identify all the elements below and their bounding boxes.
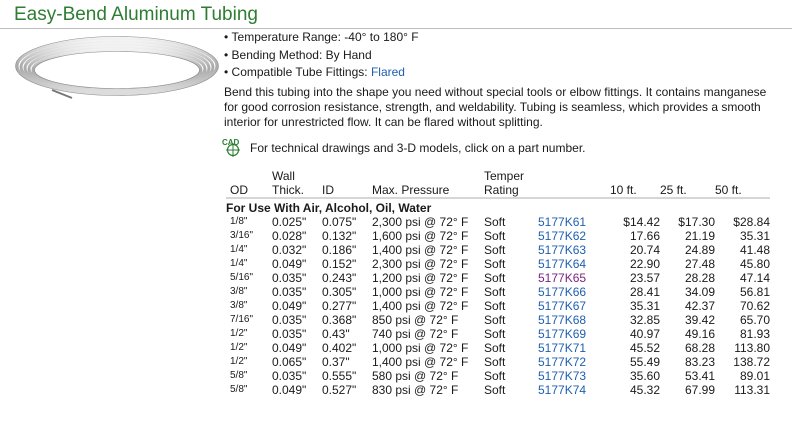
od-cell: 3/8" xyxy=(230,286,248,297)
od-cell: 1/4" xyxy=(230,258,248,269)
wall-cell: 0.035" xyxy=(272,369,307,383)
pressure-cell: 1,400 psi @ 72° F xyxy=(372,355,469,369)
price-10ft-cell: 23.57 xyxy=(629,271,660,285)
od-cell: 1/2" xyxy=(230,356,248,367)
pressure-cell: 1,200 psi @ 72° F xyxy=(372,271,469,285)
col-header-temper-l1: Temper xyxy=(484,169,525,183)
wall-cell: 0.035" xyxy=(272,271,307,285)
pressure-cell: 1,000 psi @ 72° F xyxy=(372,285,469,299)
wall-cell: 0.025" xyxy=(272,215,307,229)
table-row xyxy=(226,285,770,299)
table-row xyxy=(226,369,770,383)
temper-cell: Soft xyxy=(484,285,506,299)
group-row xyxy=(226,199,770,215)
wall-cell: 0.035" xyxy=(272,285,307,299)
temper-cell: Soft xyxy=(484,299,506,313)
od-cell: 1/2" xyxy=(230,342,248,353)
feature-temperature: • Temperature Range: -40° to 180° F xyxy=(224,29,419,47)
wall-cell: 0.049" xyxy=(272,341,307,355)
od-cell: 1/4" xyxy=(230,244,248,255)
id-cell: 0.277" xyxy=(322,299,357,313)
temper-cell: Soft xyxy=(484,257,506,271)
temper-cell: Soft xyxy=(484,215,506,229)
wall-cell: 0.049" xyxy=(272,257,307,271)
tubing-coil-image xyxy=(12,32,222,104)
feature-fittings-label: Compatible Tube Fittings: xyxy=(231,65,371,79)
price-25ft-cell: 42.37 xyxy=(684,299,715,313)
id-cell: 0.555" xyxy=(322,369,357,383)
cad-icon-label: CAD xyxy=(222,138,240,147)
id-cell: 0.402" xyxy=(322,341,357,355)
price-50ft-cell: 45.80 xyxy=(739,257,770,271)
id-cell: 0.243" xyxy=(322,271,357,285)
id-cell: 0.305" xyxy=(322,285,357,299)
temper-cell: Soft xyxy=(484,341,506,355)
price-25ft-cell: 27.48 xyxy=(684,257,715,271)
part-number-link[interactable]: 5177K66 xyxy=(538,285,587,299)
feature-bending: • Bending Method: By Hand xyxy=(224,47,419,65)
part-number-link[interactable]: 5177K71 xyxy=(538,341,587,355)
part-number-link[interactable]: 5177K62 xyxy=(538,229,587,243)
price-10ft-cell: 32.85 xyxy=(629,313,660,327)
od-cell: 3/8" xyxy=(230,300,248,311)
col-header-wall-l1: Wall xyxy=(272,169,295,183)
col-header-od: OD xyxy=(230,183,248,197)
table-row xyxy=(226,383,770,397)
table-row xyxy=(226,215,770,229)
part-number-link[interactable]: 5177K72 xyxy=(538,355,587,369)
pressure-cell: 850 psi @ 72° F xyxy=(372,313,459,327)
price-50ft-cell: 47.14 xyxy=(739,271,770,285)
pressure-cell: 1,600 psi @ 72° F xyxy=(372,229,469,243)
od-cell: 1/2" xyxy=(230,328,248,339)
pressure-cell: 1,400 psi @ 72° F xyxy=(372,299,469,313)
price-10ft-cell: 40.97 xyxy=(629,327,660,341)
product-description: Bend this tubing into the shape you need without special tools or elbow fittings. It contains manganese for good corrosion resistance, strength, and weldability. Tubing is seamless, which provides a smooth interior for unrestricted flow. It can be flared without splitting. xyxy=(224,85,767,129)
col-header-10ft: 10 ft. xyxy=(610,183,637,197)
temper-cell: Soft xyxy=(484,355,506,369)
table-row xyxy=(226,341,770,355)
od-cell: 5/8" xyxy=(230,370,248,381)
col-header-wall xyxy=(272,169,322,197)
table-row xyxy=(226,271,770,285)
id-cell: 0.43" xyxy=(322,327,350,341)
table-row xyxy=(226,299,770,313)
price-10ft-cell: 45.32 xyxy=(629,383,660,397)
id-cell: 0.132" xyxy=(322,229,357,243)
id-cell: 0.527" xyxy=(322,383,357,397)
wall-cell: 0.049" xyxy=(272,383,307,397)
id-cell: 0.075" xyxy=(322,215,357,229)
part-number-link[interactable]: 5177K73 xyxy=(538,369,587,383)
temper-cell: Soft xyxy=(484,271,506,285)
wall-cell: 0.065" xyxy=(272,355,307,369)
price-25ft-cell: 49.16 xyxy=(684,327,715,341)
part-number-link[interactable]: 5177K64 xyxy=(538,257,587,271)
cad-crosshair-icon xyxy=(222,137,244,157)
price-25ft-cell: 68.28 xyxy=(684,341,715,355)
part-number-link[interactable]: 5177K63 xyxy=(538,243,587,257)
col-header-pressure: Max. Pressure xyxy=(372,183,450,197)
price-50ft-cell: 41.48 xyxy=(739,243,770,257)
wall-cell: 0.028" xyxy=(272,229,307,243)
price-10ft-cell: 35.31 xyxy=(629,299,660,313)
table-row xyxy=(226,327,770,341)
id-cell: 0.37" xyxy=(322,355,350,369)
page-title: Easy-Bend Aluminum Tubing xyxy=(14,4,258,25)
part-number-link[interactable]: 5177K65 xyxy=(538,271,587,285)
wall-cell: 0.035" xyxy=(272,313,307,327)
col-header-part xyxy=(538,169,610,197)
price-25ft-cell: 21.19 xyxy=(684,229,715,243)
pressure-cell: 2,300 psi @ 72° F xyxy=(372,257,469,271)
temper-cell: Soft xyxy=(484,369,506,383)
part-number-link[interactable]: 5177K67 xyxy=(538,299,587,313)
price-10ft-cell: $14.42 xyxy=(623,215,660,229)
table-header-row xyxy=(226,169,770,197)
group-label: For Use With Air, Alcohol, Oil, Water xyxy=(226,201,432,215)
temper-cell: Soft xyxy=(484,383,506,397)
feature-list xyxy=(224,29,419,82)
pressure-cell: 740 psi @ 72° F xyxy=(372,327,459,341)
price-25ft-cell: 24.89 xyxy=(684,243,715,257)
col-header-id: ID xyxy=(322,183,334,197)
price-10ft-cell: 55.49 xyxy=(629,355,660,369)
price-50ft-cell: 89.01 xyxy=(739,369,770,383)
col-header-wall-l2: Thick. xyxy=(272,183,305,197)
table-row xyxy=(226,313,770,327)
price-50ft-cell: 113.80 xyxy=(734,341,770,355)
pressure-cell: 580 psi @ 72° F xyxy=(372,369,459,383)
wall-cell: 0.032" xyxy=(272,243,307,257)
od-cell: 5/16" xyxy=(230,272,254,283)
price-10ft-cell: 35.60 xyxy=(629,369,660,383)
col-header-temper-l2: Rating xyxy=(484,183,519,197)
price-50ft-cell: 81.93 xyxy=(739,327,770,341)
wall-cell: 0.049" xyxy=(272,299,307,313)
feature-fittings xyxy=(224,64,419,82)
price-25ft-cell: 28.28 xyxy=(684,271,715,285)
pressure-cell: 830 psi @ 72° F xyxy=(372,383,459,397)
price-50ft-cell: $28.84 xyxy=(733,215,770,229)
price-25ft-cell: 53.41 xyxy=(684,369,715,383)
id-cell: 0.368" xyxy=(322,313,357,327)
price-50ft-cell: 113.31 xyxy=(734,383,770,397)
part-number-link[interactable]: 5177K74 xyxy=(538,383,587,397)
price-25ft-cell: $17.30 xyxy=(678,215,715,229)
table-row xyxy=(226,257,770,271)
part-number-link[interactable]: 5177K68 xyxy=(538,313,587,327)
flared-fittings-link[interactable]: Flared xyxy=(370,65,405,79)
price-25ft-cell: 39.42 xyxy=(684,313,715,327)
price-50ft-cell: 56.81 xyxy=(739,285,770,299)
price-10ft-cell: 20.74 xyxy=(629,243,660,257)
pressure-cell: 1,000 psi @ 72° F xyxy=(372,341,469,355)
price-10ft-cell: 28.41 xyxy=(629,285,660,299)
id-cell: 0.186" xyxy=(322,243,357,257)
price-50ft-cell: 35.31 xyxy=(739,229,770,243)
part-number-link[interactable]: 5177K69 xyxy=(538,327,587,341)
table-row xyxy=(226,355,770,369)
wall-cell: 0.035" xyxy=(272,327,307,341)
price-25ft-cell: 83.23 xyxy=(684,355,715,369)
price-50ft-cell: 138.72 xyxy=(733,355,770,369)
temper-cell: Soft xyxy=(484,229,506,243)
temper-cell: Soft xyxy=(484,313,506,327)
pressure-cell: 2,300 psi @ 72° F xyxy=(372,215,469,229)
col-header-50ft: 50 ft. xyxy=(715,183,742,197)
id-cell: 0.152" xyxy=(322,257,357,271)
table-body xyxy=(226,215,770,397)
price-25ft-cell: 34.09 xyxy=(684,285,715,299)
col-header-temper xyxy=(484,169,538,197)
col-header-25ft: 25 ft. xyxy=(660,183,687,197)
pressure-cell: 1,400 psi @ 72° F xyxy=(372,243,469,257)
temper-cell: Soft xyxy=(484,243,506,257)
product-spec-table xyxy=(226,169,770,397)
od-cell: 7/16" xyxy=(230,314,254,325)
price-50ft-cell: 65.70 xyxy=(739,313,770,327)
cad-instructions: For technical drawings and 3-D models, click on a part number. xyxy=(250,141,586,155)
price-25ft-cell: 67.99 xyxy=(684,383,715,397)
temper-cell: Soft xyxy=(484,327,506,341)
od-cell: 1/8" xyxy=(230,216,248,227)
table-row xyxy=(226,243,770,257)
price-50ft-cell: 70.62 xyxy=(739,299,770,313)
od-cell: 3/16" xyxy=(230,230,254,241)
od-cell: 5/8" xyxy=(230,384,248,395)
price-10ft-cell: 17.66 xyxy=(629,229,660,243)
price-10ft-cell: 22.90 xyxy=(629,257,660,271)
price-10ft-cell: 45.52 xyxy=(629,341,660,355)
part-number-link[interactable]: 5177K61 xyxy=(538,215,587,229)
table-row xyxy=(226,229,770,243)
